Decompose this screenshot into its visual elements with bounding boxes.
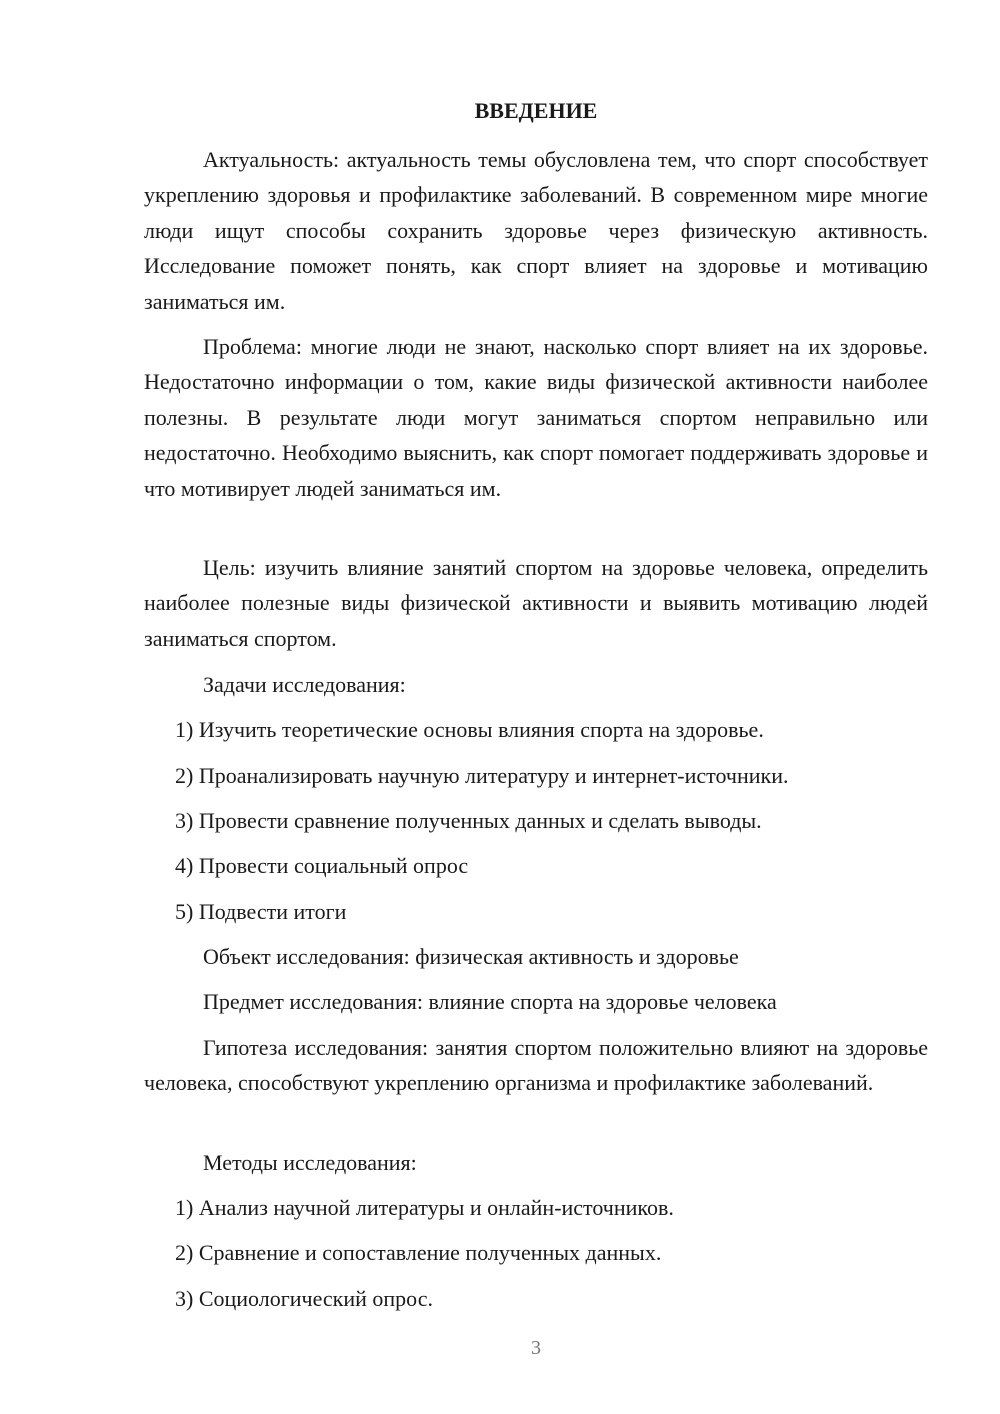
task-item: 4) Провести социальный опрос xyxy=(175,853,469,878)
method-item: 1) Анализ научной литературы и онлайн-источников. xyxy=(175,1195,674,1220)
section-title: ВВЕДЕНИЕ xyxy=(474,98,598,123)
task-item: 1) Изучить теоретические основы влияния спорта на здоровье. xyxy=(175,717,764,742)
tasks-heading: Задачи исследования: xyxy=(203,672,406,697)
document-page xyxy=(144,0,928,1414)
relevance-paragraph: Актуальность: актуальность темы обусловлена тем, что спорт способствует укреплению здоровья и профилактике заболеваний. В современном мире многие люди ищут способы сохранить здоровье через физическую активность. Исследование поможет понять, как спорт влияет на здоровье и мотивацию заниматься им. xyxy=(144,147,928,314)
task-item: 2) Проанализировать научную литературу и интернет-источники. xyxy=(175,763,789,788)
page-number: 3 xyxy=(531,1337,541,1359)
task-item: 3) Провести сравнение полученных данных и сделать выводы. xyxy=(175,808,762,833)
object-line: Объект исследования: физическая активность и здоровье xyxy=(203,944,739,969)
method-item: 3) Социологический опрос. xyxy=(175,1286,433,1311)
methods-heading: Методы исследования: xyxy=(203,1150,417,1175)
method-item: 2) Сравнение и сопоставление полученных данных. xyxy=(175,1240,662,1265)
goal-paragraph: Цель: изучить влияние занятий спортом на здоровье человека, определить наиболее полезные виды физической активности и выявить мотивацию людей заниматься спортом. xyxy=(144,555,928,651)
task-item: 5) Подвести итоги xyxy=(175,899,347,924)
hypothesis-paragraph: Гипотеза исследования: занятия спортом положительно влияют на здоровье человека, способствуют укреплению организма и профилактике заболеваний. xyxy=(144,1035,928,1096)
subject-line: Предмет исследования: влияние спорта на здоровье человека xyxy=(203,989,777,1014)
problem-paragraph: Проблема: многие люди не знают, насколько спорт влияет на их здоровье. Недостаточно информации о том, какие виды физической активности наиболее полезны. В результате люди могут заниматься спортом неправильно или недостаточно. Необходимо выяснить, как спорт помогает поддерживать здоровье и что мотивирует людей заниматься им. xyxy=(144,334,928,501)
